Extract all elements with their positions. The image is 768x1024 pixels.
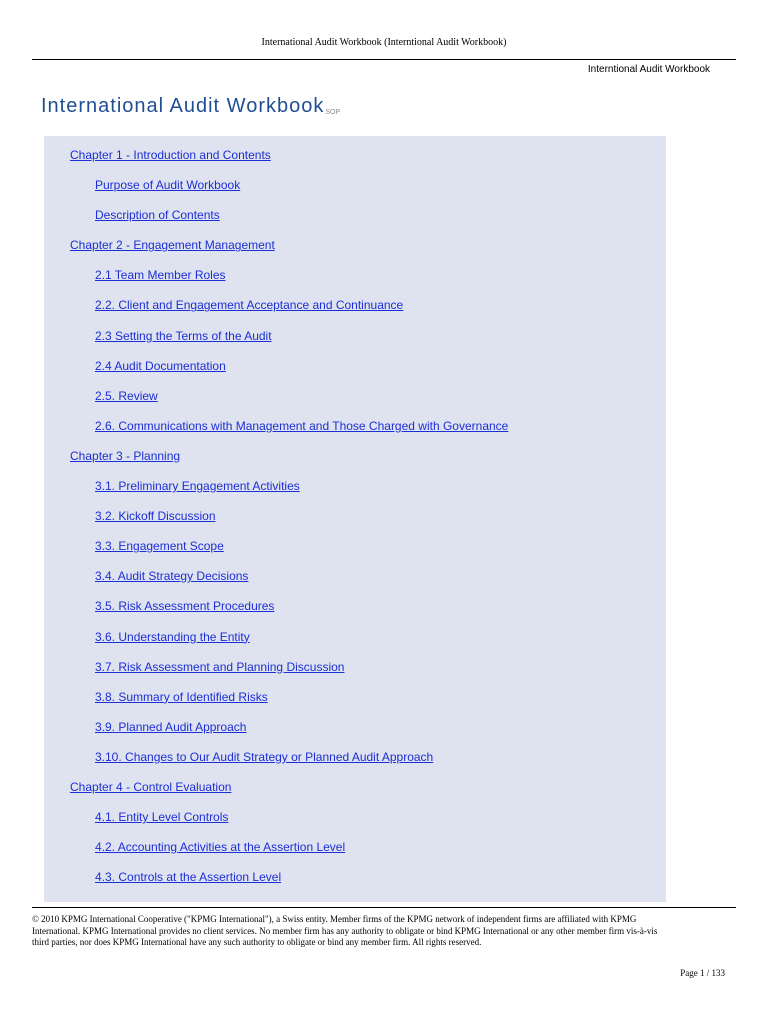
toc-chapter-item: [44, 447, 666, 477]
toc-section-link[interactable]: 3.10. Changes to Our Audit Strategy or Planned Audit Approach: [95, 749, 434, 764]
toc-section-item: [44, 748, 666, 778]
page-number: Page 1 / 133: [680, 968, 725, 978]
header-divider: [32, 59, 736, 60]
toc-section-item: [44, 357, 666, 387]
toc-section-link[interactable]: 3.1. Preliminary Engagement Activities: [95, 479, 300, 494]
toc-section-link[interactable]: 3.8. Summary of Identified Risks: [95, 689, 268, 704]
toc-section-item: [44, 658, 666, 688]
toc-section-item: [44, 597, 666, 627]
table-of-contents: [44, 136, 666, 902]
toc-section-item: [44, 628, 666, 658]
toc-section-link[interactable]: 2.4 Audit Documentation: [95, 358, 226, 373]
running-head: Interntional Audit Workbook: [587, 64, 710, 75]
toc-list: [44, 136, 666, 898]
toc-section-link[interactable]: Purpose of Audit Workbook: [95, 178, 241, 193]
toc-section-item: [44, 417, 666, 447]
toc-section-link[interactable]: 3.9. Planned Audit Approach: [95, 719, 247, 734]
toc-section-item: [44, 327, 666, 357]
document-title-text: International Audit Workbook: [41, 95, 325, 117]
toc-section-link[interactable]: 3.6. Understanding the Entity: [95, 629, 250, 644]
toc-section-item: [44, 567, 666, 597]
copyright-notice: © 2010 KPMG International Cooperative ("KPMG International"), a Swiss entity. Member firms of the KPMG network of independent firms are affiliated with KPMG International. KPMG International provides no client services. No member firm has any authority to obligate or bind KPMG International or any other member firm vis-à-vis third parties, nor does KPMG International have any such authority to obligate or bind any member firm. All rights reserved.: [32, 914, 658, 947]
toc-section-link[interactable]: 2.5. Review: [95, 388, 158, 403]
toc-section-link[interactable]: 2.1 Team Member Roles: [95, 268, 226, 283]
document-title: [41, 95, 340, 118]
toc-section-link[interactable]: 3.7. Risk Assessment and Planning Discussion: [95, 659, 345, 674]
toc-section-item: [44, 838, 666, 868]
toc-section-item: [44, 266, 666, 296]
toc-section-item: [44, 808, 666, 838]
toc-chapter-item: [44, 778, 666, 808]
toc-section-link[interactable]: 3.5. Risk Assessment Procedures: [95, 599, 275, 614]
toc-section-item: [44, 296, 666, 326]
footer-divider: [32, 907, 736, 908]
toc-section-link[interactable]: 4.2. Accounting Activities at the Assertion Level: [95, 840, 346, 855]
toc-section-item: [44, 206, 666, 236]
toc-chapter-link[interactable]: Chapter 3 - Planning: [70, 448, 181, 463]
toc-section-item: [44, 507, 666, 537]
toc-section-link[interactable]: 3.4. Audit Strategy Decisions: [95, 569, 249, 584]
toc-chapter-link[interactable]: Chapter 2 - Engagement Management: [70, 238, 275, 253]
toc-section-item: [44, 537, 666, 567]
toc-section-link[interactable]: 4.1. Entity Level Controls: [95, 810, 229, 825]
toc-section-link[interactable]: 3.2. Kickoff Discussion: [95, 509, 216, 524]
toc-section-link[interactable]: 2.2. Client and Engagement Acceptance and Continuance: [95, 298, 404, 313]
browser-page-header: International Audit Workbook (Interntional Audit Workbook): [261, 37, 507, 48]
toc-chapter-item: [44, 236, 666, 266]
toc-chapter-item: [44, 146, 666, 176]
toc-chapter-link[interactable]: Chapter 4 - Control Evaluation: [70, 779, 232, 794]
toc-chapter-link[interactable]: Chapter 1 - Introduction and Contents: [70, 148, 271, 162]
toc-section-item: [44, 868, 666, 898]
toc-section-link[interactable]: 2.6. Communications with Management and Those Charged with Governance: [95, 418, 509, 433]
title-glyph: SOP: [325, 109, 341, 116]
toc-section-link[interactable]: Description of Contents: [95, 208, 220, 223]
toc-section-link[interactable]: 3.3. Engagement Scope: [95, 539, 224, 554]
toc-section-link[interactable]: 2.3 Setting the Terms of the Audit: [95, 328, 272, 343]
toc-section-item: [44, 477, 666, 507]
toc-section-link[interactable]: 4.3. Controls at the Assertion Level: [95, 870, 282, 885]
toc-section-item: [44, 176, 666, 206]
toc-section-item: [44, 387, 666, 417]
toc-section-item: [44, 718, 666, 748]
toc-section-item: [44, 688, 666, 718]
